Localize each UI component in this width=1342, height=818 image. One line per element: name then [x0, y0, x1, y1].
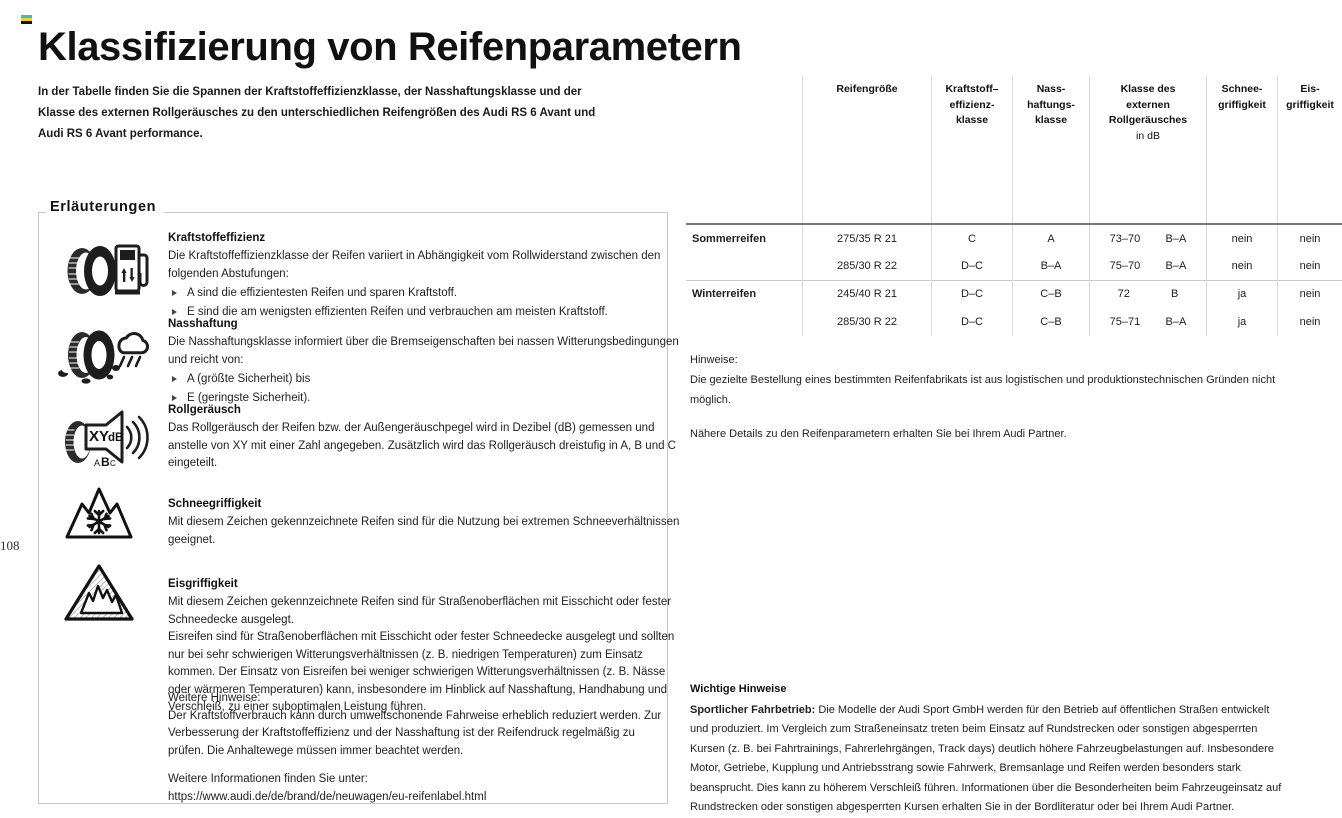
- cell-ice-grip: nein: [1278, 252, 1342, 280]
- explanation-body: Die Kraftstoffeffizienzklasse der Reifen variiert in Abhängigkeit vom Rollwiderstand zwischen den folgenden Abstufungen:: [168, 248, 676, 283]
- th-line: haftungs-: [1027, 99, 1075, 111]
- cell-wet-class: C–B: [1013, 280, 1090, 308]
- three-peak-mountain-snowflake-icon: [62, 482, 136, 544]
- cell-wet-class: A: [1013, 224, 1090, 252]
- explanation-text: [168, 316, 680, 408]
- tire-rain-cloud-icon: [56, 324, 148, 386]
- further-notes-text: Der Kraftstoffverbrauch kann durch umweltschonende Fahrweise erheblich reduziert werden. Zur Verbesserung der Kraftstoffeffizienz und der Nasshaftung ist der Reifendruck regelmäßig zu prüfen. Die Anhaltewege müssen immer beachtet werden.: [168, 708, 668, 761]
- table-head: [686, 76, 1342, 224]
- registration-mark-icon: [21, 15, 32, 24]
- cell-ice-grip: nein: [1278, 224, 1342, 252]
- table-row: [686, 224, 1342, 252]
- cell-tire-size: 285/30 R 22: [803, 308, 932, 336]
- table-row: [686, 280, 1342, 308]
- tire-fuel-pump-icon: [56, 238, 148, 300]
- table-row: [686, 308, 1342, 336]
- explanation-body: Mit diesem Zeichen gekennzeichnete Reifen sind für Straßenoberflächen mit Eisschicht oder fester Schneedecke ausgelegt.: [168, 594, 680, 629]
- notes-text-1: Die gezielte Bestellung eines bestimmten Reifenfabrikats ist aus logistischen und produktionstechnischen Gründen nicht möglich.: [690, 370, 1280, 410]
- th-line: externen: [1126, 99, 1170, 111]
- bullet-item: E (geringste Sicherheit).: [168, 389, 680, 408]
- table-header-row: [686, 76, 1342, 224]
- cell-snow-grip: ja: [1207, 308, 1278, 336]
- th-line: Schnee-: [1222, 83, 1263, 95]
- th-fuel-efficiency-class: [932, 76, 1013, 224]
- cell-fuel-class: D–C: [932, 280, 1013, 308]
- explanation-heading: Schneegriffigkeit: [168, 496, 680, 513]
- cell-noise: [1090, 252, 1207, 280]
- explanations-legend: Erläuterungen: [46, 199, 164, 215]
- cell-noise-db: 75–70: [1110, 260, 1141, 272]
- explanation-body: Das Rollgeräusch der Reifen bzw. der Außengeräuschpegel wird in Dezibel (dB) gemessen und anstelle von XY mit einer Zahl angegeben. Zusätzlich wird das Rollgeräusch dreistufig in A, B und C eingeteilt.: [168, 420, 680, 473]
- th-wet-grip-class: [1013, 76, 1090, 224]
- th-line: griffigkeit: [1286, 99, 1334, 111]
- cell-noise: [1090, 224, 1207, 252]
- cell-fuel-class: D–C: [932, 252, 1013, 280]
- more-info-url[interactable]: https://www.audi.de/de/brand/de/neuwagen/eu-reifenlabel.html: [168, 789, 668, 807]
- svg-text:dB: dB: [108, 432, 123, 444]
- explanation-text: [168, 230, 676, 322]
- explanation-text: [168, 496, 680, 549]
- explanation-body: Mit diesem Zeichen gekennzeichnete Reifen sind für die Nutzung bei extremen Schneeverhältnissen geeignet.: [168, 514, 680, 549]
- cell-category: [686, 252, 803, 280]
- cell-noise-db: 72: [1118, 288, 1130, 300]
- notes-text-2: Nähere Details zu den Reifenparametern erhalten Sie bei Ihrem Audi Partner.: [690, 424, 1280, 444]
- th-line-unit: in dB: [1136, 130, 1160, 142]
- th-line: Klasse des: [1121, 83, 1176, 95]
- explanation-heading: Rollgeräusch: [168, 402, 680, 419]
- explanation-body-extended: Eisreifen sind für Straßenoberflächen mit Eisschicht oder fester Schneedecke ausgelegt und sollten nur bei sehr schwierigen Witterungsverhältnissen (z. B. niedrigen Temperaturen) zum Einsatz kommen. Der Einsatz von Eisreifen bei weniger schwierigen Witterungsverhältnissen (z. B. Nässe oder wärmeren Temperaturen) kann, insbesondere im Hinblick auf Nasshaftung, Handhabung und Verschleiß, zu einer suboptimalen Leistung führen.: [168, 629, 680, 717]
- svg-text:XY: XY: [89, 428, 109, 445]
- page-number: 108: [0, 538, 20, 554]
- cell-category: Winterreifen: [686, 280, 803, 308]
- important-notes-lead: Sportlicher Fahrbetrieb:: [690, 704, 815, 716]
- explanation-heading: Kraftstoffeffizienz: [168, 230, 676, 247]
- further-notes-block: [168, 690, 668, 806]
- intro-paragraph: In der Tabelle finden Sie die Spannen der Kraftstoffeffizienzklasse, der Nasshaftungsklasse und der Klasse des externen Rollgeräusches zu den unterschiedlichen Reifengrößen des Audi RS 6 Avant und Audi RS 6 Avant performance.: [38, 82, 613, 145]
- table-row: [686, 252, 1342, 280]
- cell-noise-db: 75–71: [1110, 316, 1141, 328]
- page-title: Klassifizierung von Reifenparametern: [38, 23, 742, 71]
- th-line: klasse: [1035, 114, 1067, 126]
- th-line: Rollgeräusches: [1109, 114, 1187, 126]
- th-line: klasse: [956, 114, 988, 126]
- cell-wet-class: B–A: [1013, 252, 1090, 280]
- bullet-item: A (größte Sicherheit) bis: [168, 370, 680, 389]
- th-line: Reifengröße: [836, 83, 897, 95]
- th-line: griffigkeit: [1218, 99, 1266, 111]
- th-ice-grip: [1278, 76, 1342, 224]
- cell-noise: [1090, 280, 1207, 308]
- cell-snow-grip: nein: [1207, 252, 1278, 280]
- th-snow-grip: [1207, 76, 1278, 224]
- explanation-heading: Nasshaftung: [168, 316, 680, 333]
- cell-fuel-class: D–C: [932, 308, 1013, 336]
- important-notes: [690, 680, 1284, 818]
- cell-ice-grip: nein: [1278, 308, 1342, 336]
- tire-parameters-table: [686, 76, 1342, 336]
- bullet-item: A sind die effizientesten Reifen und sparen Kraftstoff.: [168, 284, 676, 303]
- cell-fuel-class: C: [932, 224, 1013, 252]
- explanation-heading: Eisgriffigkeit: [168, 576, 680, 593]
- th-external-rolling-noise-class: [1090, 76, 1207, 224]
- cell-category: Sommerreifen: [686, 224, 803, 252]
- svg-text:A: A: [94, 458, 100, 468]
- th-tire-size: [803, 76, 932, 224]
- th-line: effizienz-: [950, 99, 995, 111]
- cell-noise-class: B–A: [1166, 233, 1187, 245]
- explanations-content: [38, 212, 668, 804]
- th-category: [686, 76, 803, 224]
- cell-snow-grip: nein: [1207, 224, 1278, 252]
- explanation-body: Die Nasshaftungsklasse informiert über die Bremseigenschaften bei nassen Witterungsbedingungen und reicht von:: [168, 334, 680, 369]
- cell-noise-class: B: [1171, 288, 1178, 300]
- notes-label: Hinweise:: [690, 350, 1280, 370]
- svg-text:B: B: [101, 455, 110, 469]
- tire-loudspeaker-icon: [56, 408, 148, 470]
- important-notes-text: Die Modelle der Audi Sport GmbH werden für den Betrieb auf öffentlichen Straßen entwickelt und produziert. Im Vergleich zum Straßeneinsatz treten beim Einsatz auf Rundstrecken oder sonstigen abgesperrten Kursen (z. B. bei Fahrtrainings, Fahrerlehrgängen, Track days) deutlich höhere Fahrzeugbelastungen auf. Insbesondere Motor, Getriebe, Kupplung und Antriebsstrang sowie Fahrwerk, Bremsanlage und Reifen werden besonders stark beansprucht. Dies kann zu höherem Verschleiß führen. Informationen über die Besonderheiten beim Fahrzeugeinsatz auf Rundstrecken oder sonstigen abgesperrten Kursen erhalten Sie in der Bordliteratur oder bei Ihrem Audi Partner.: [690, 704, 1281, 814]
- bullet-item: E sind die am wenigsten effizienten Reifen und verbrauchen am meisten Kraftstoff.: [168, 303, 676, 322]
- cell-tire-size: 245/40 R 21: [803, 280, 932, 308]
- ice-grip-mountain-icon: [62, 562, 136, 624]
- cell-tire-size: 285/30 R 22: [803, 252, 932, 280]
- th-line: Nass-: [1037, 83, 1066, 95]
- th-line: Eis-: [1300, 83, 1319, 95]
- cell-wet-class: C–B: [1013, 308, 1090, 336]
- more-info-label: Weitere Informationen finden Sie unter:: [168, 771, 668, 789]
- th-line: Kraftstoff–: [945, 83, 998, 95]
- table-notes: [690, 350, 1280, 444]
- important-notes-heading: Wichtige Hinweise: [690, 680, 1284, 700]
- cell-ice-grip: nein: [1278, 280, 1342, 308]
- explanation-text: [168, 402, 680, 473]
- svg-text:C: C: [110, 459, 116, 468]
- cell-noise-class: B–A: [1166, 316, 1187, 328]
- tire-parameters-table-wrapper: [686, 76, 1280, 336]
- cell-category: [686, 308, 803, 336]
- table-body: [686, 224, 1342, 336]
- cell-noise-class: B–A: [1166, 260, 1187, 272]
- further-notes-label: Weitere Hinweise:: [168, 690, 668, 708]
- cell-noise: [1090, 308, 1207, 336]
- cell-snow-grip: ja: [1207, 280, 1278, 308]
- cell-noise-db: 73–70: [1110, 233, 1141, 245]
- cell-tire-size: 275/35 R 21: [803, 224, 932, 252]
